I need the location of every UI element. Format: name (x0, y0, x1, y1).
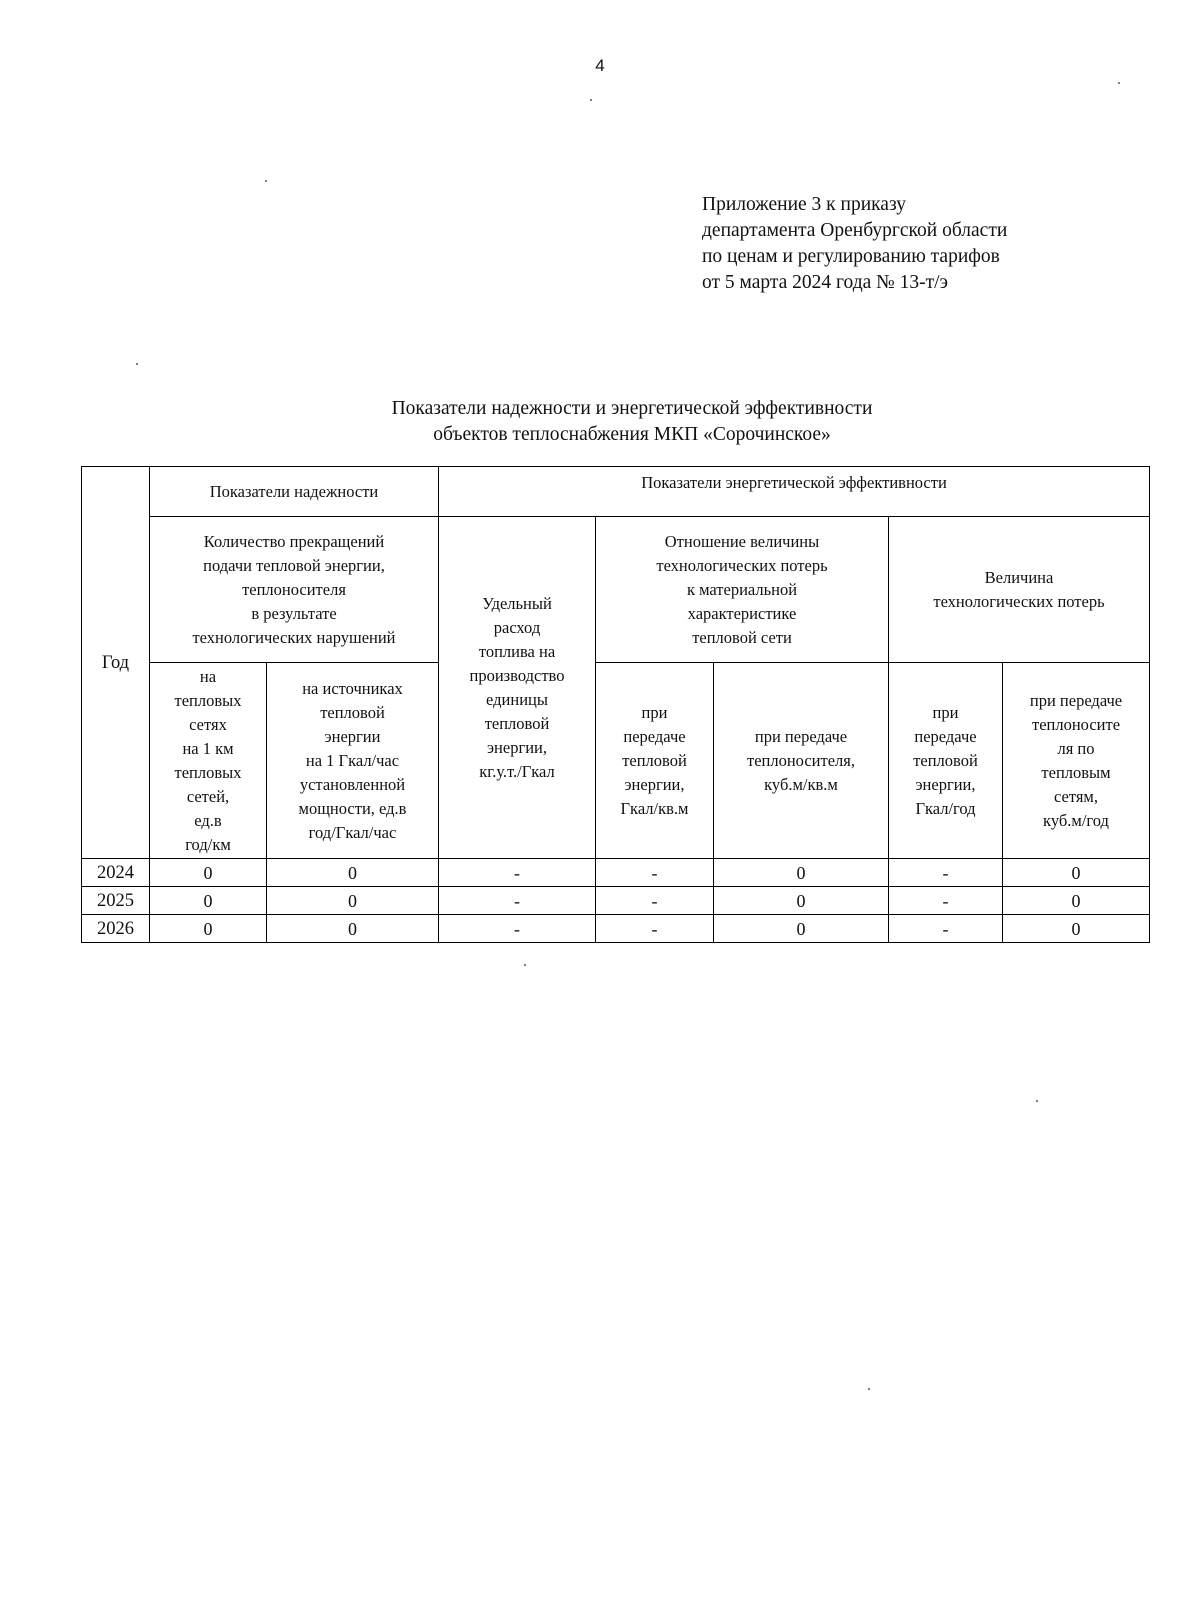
header-line: технологических нарушений (192, 627, 396, 647)
table-cell: 0 (714, 887, 889, 915)
scan-speck (265, 180, 267, 182)
header-line: энергии, (624, 774, 685, 794)
header-line: на 1 Гкал/час (305, 750, 400, 770)
table-cell: 0 (150, 915, 267, 943)
col-sources-header (267, 663, 439, 859)
header-line: Удельный (482, 593, 552, 613)
header-line: характеристике (687, 603, 797, 623)
col-ratio-carrier-header (714, 663, 889, 859)
table-cell: 0 (1003, 859, 1150, 887)
header-line: при (932, 702, 959, 722)
title-line: объектов теплоснабжения МКП «Сорочинское» (433, 424, 831, 445)
table-cell: - (596, 915, 714, 943)
header-line: тепловой (622, 750, 687, 770)
header-line: тепловой (484, 713, 550, 733)
table-cell: 0 (1003, 887, 1150, 915)
header-line: расход (493, 617, 541, 637)
scan-speck (1118, 82, 1120, 84)
header-line: энергии, (486, 737, 548, 757)
table-cell: 0 (267, 887, 439, 915)
header-line: технологических потерь (933, 591, 1105, 611)
table-row (82, 915, 1150, 943)
year-cell: 2024 (82, 859, 150, 887)
header-line: куб.м/год (1043, 810, 1109, 830)
header-line: тепловых (174, 690, 242, 710)
header-line: кг.у.т./Гкал (479, 761, 555, 781)
header-line: при передаче (754, 726, 848, 746)
col-loss-heat-header (889, 663, 1003, 859)
header-line: энергии (324, 726, 381, 746)
scan-speck (136, 363, 138, 365)
col-loss-carrier-header (1003, 663, 1150, 859)
appendix-line: от 5 марта 2024 года № 13-т/э (702, 272, 948, 293)
table-cell: 0 (714, 915, 889, 943)
reliability-header: Показатели надежности (150, 467, 439, 517)
loss-ratio-header (596, 517, 889, 663)
header-line: единицы (486, 689, 548, 709)
table-cell: - (596, 859, 714, 887)
header-line: на (199, 666, 217, 686)
header-line: передаче (623, 726, 686, 746)
header-line: Отношение величины (664, 531, 820, 551)
header-line: технологических потерь (656, 555, 828, 575)
header-line: на 1 км (182, 738, 234, 758)
header-line: теплоносите (1031, 714, 1121, 734)
fuel-consumption-header (439, 517, 596, 859)
table-row (82, 859, 1150, 887)
table-cell: 0 (150, 887, 267, 915)
title-line: Показатели надежности и энергетической эффективности (391, 398, 873, 419)
year-header: Год (82, 467, 150, 859)
header-line: производство (469, 665, 565, 685)
technological-losses-header (889, 517, 1150, 663)
header-line: передаче (914, 726, 977, 746)
col-ratio-heat-header (596, 663, 714, 859)
header-line: год/км (185, 834, 231, 854)
table-cell: - (889, 915, 1003, 943)
indicators-table (81, 466, 1150, 943)
header-line: Гкал/кв.м (620, 798, 689, 818)
interruptions-header (150, 517, 439, 663)
header-line: тепловой (913, 750, 978, 770)
document-title (0, 396, 1200, 448)
table-row (82, 887, 1150, 915)
year-cell: 2025 (82, 887, 150, 915)
year-cell: 2026 (82, 915, 150, 943)
table-cell: 0 (714, 859, 889, 887)
appendix-line: по ценам и регулированию тарифов (702, 246, 1000, 267)
table-cell: - (439, 915, 596, 943)
header-line: при передаче (1029, 690, 1123, 710)
header-line: ед.в (194, 810, 222, 830)
appendix-line: департамента Оренбургской области (702, 220, 1008, 241)
table-cell: 0 (267, 859, 439, 887)
header-line: при (641, 702, 668, 722)
header-line: к материальной (686, 579, 798, 599)
page-number: 4 (595, 56, 605, 75)
header-line: тепловой (320, 702, 385, 722)
header-line: сетям, (1054, 786, 1098, 806)
header-line: сетях (189, 714, 227, 734)
table-cell: 0 (267, 915, 439, 943)
header-line: подачи тепловой энергии, (203, 555, 385, 575)
scan-speck (868, 1388, 870, 1390)
table-cell: - (889, 859, 1003, 887)
table-cell: - (596, 887, 714, 915)
table-cell: 0 (150, 859, 267, 887)
table-cell: 0 (1003, 915, 1150, 943)
efficiency-header: Показатели энергетической эффективности (439, 467, 1150, 517)
header-line: год/Гкал/час (308, 822, 397, 842)
header-line: тепловым (1041, 762, 1111, 782)
header-line: в результате (251, 603, 337, 623)
scan-speck (524, 964, 526, 966)
appendix-line: Приложение 3 к приказу (702, 194, 907, 215)
header-line: топлива на (478, 641, 556, 661)
header-line: ля по (1057, 738, 1095, 758)
table-cell: - (889, 887, 1003, 915)
header-line: установленной (299, 774, 406, 794)
col-networks-header (150, 663, 267, 859)
header-line: теплоносителя, (747, 750, 855, 770)
table-cell: - (439, 859, 596, 887)
header-line: Количество прекращений (203, 531, 385, 551)
header-line: Величина (984, 567, 1054, 587)
header-line: энергии, (915, 774, 976, 794)
appendix-note (702, 192, 1142, 296)
scan-speck (590, 99, 592, 101)
header-line: сетей, (186, 786, 230, 806)
header-line: на источниках (302, 678, 403, 698)
table-cell: - (439, 887, 596, 915)
header-line: мощности, ед.в (298, 798, 407, 818)
header-line: теплоносителя (242, 579, 346, 599)
scan-speck (1036, 1100, 1038, 1102)
header-line: куб.м/кв.м (764, 774, 838, 794)
header-line: Гкал/год (915, 798, 976, 818)
header-line: тепловой сети (692, 627, 792, 647)
header-line: тепловых (174, 762, 242, 782)
